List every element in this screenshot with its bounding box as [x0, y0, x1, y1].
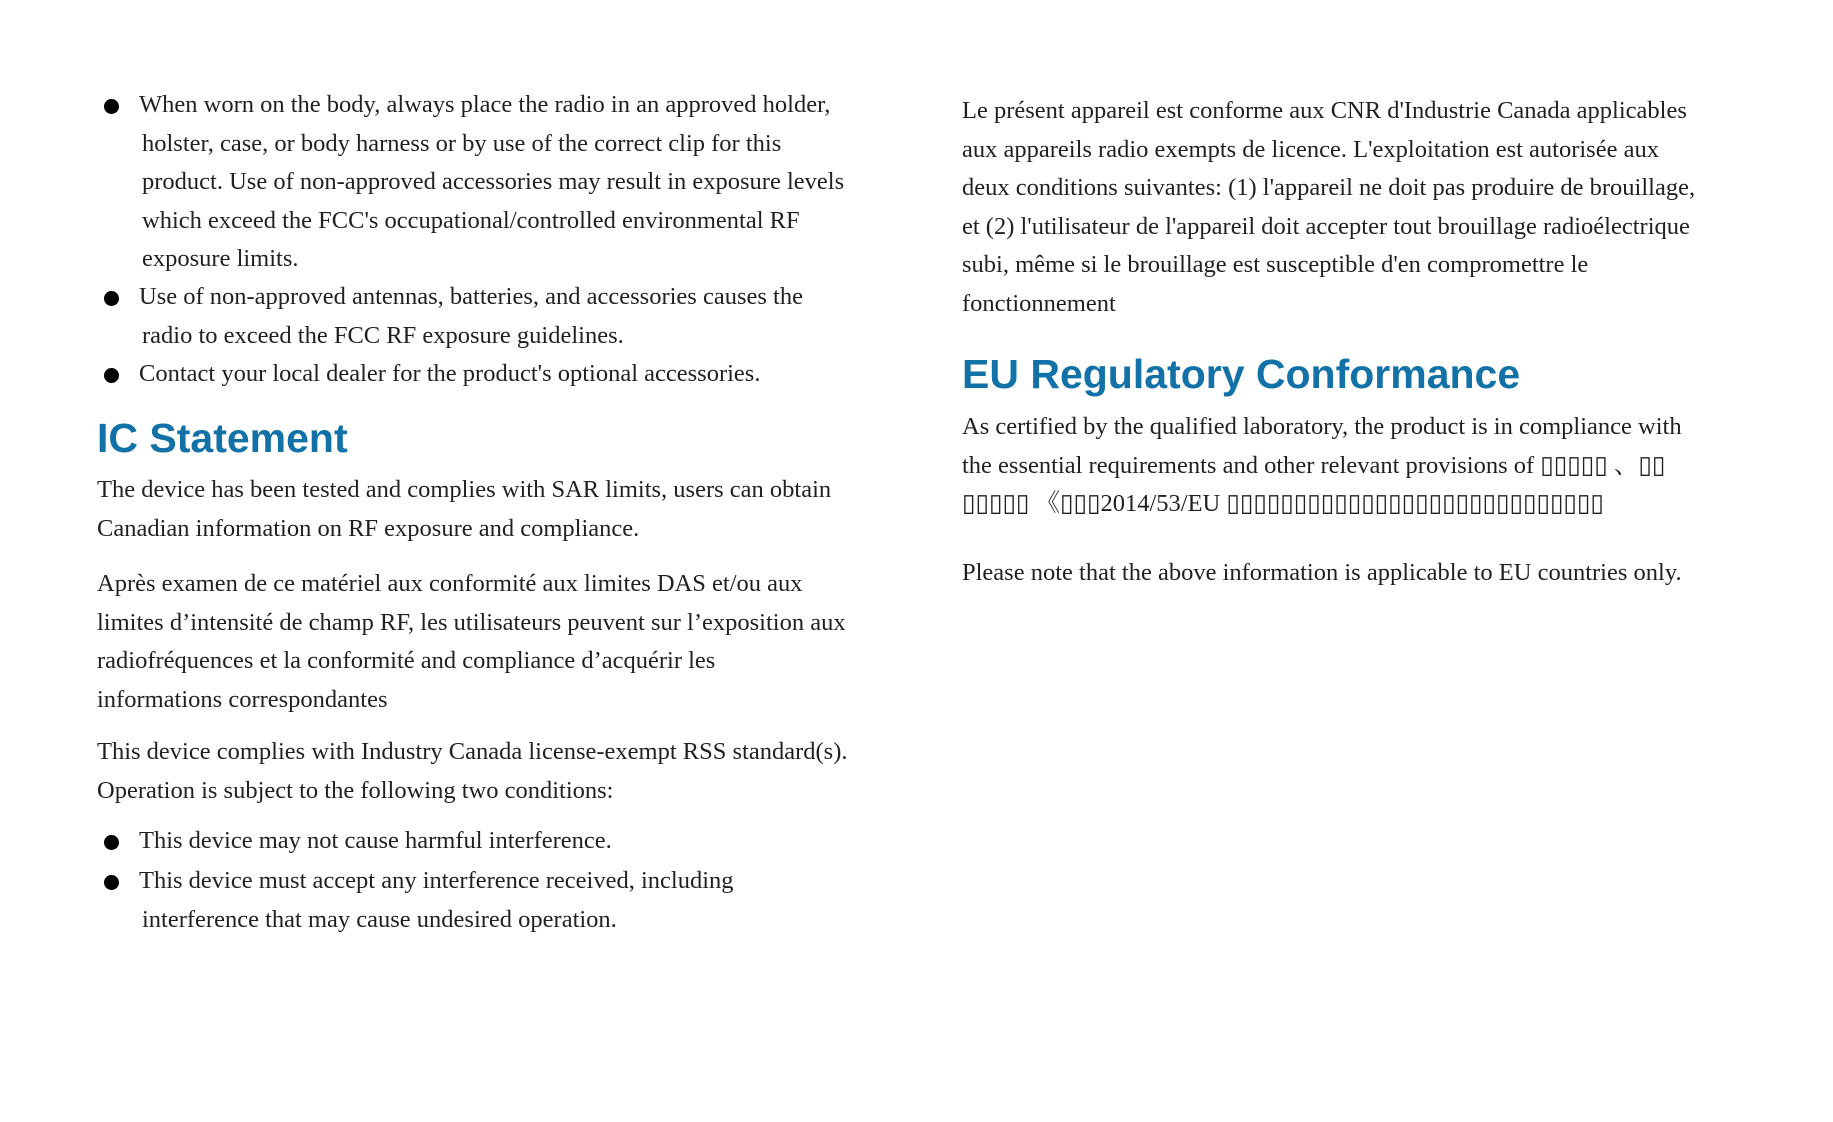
bullet-text: Contact your local dealer for the product's optional accessories.	[139, 360, 761, 387]
bullet-text: This device may not cause harmful interference.	[139, 827, 612, 854]
bullet-icon	[104, 875, 119, 890]
ic-paragraph-french-sar: Après examen de ce matériel aux conformité aux limites DAS et/ou aux limites d’intensité de champ RF, les utilisateurs peuvent sur l’exposition aux radiofréquences et la conformité and compliance d’acquérir les informations correspondantes	[97, 570, 846, 713]
eu-paragraph-note: Please note that the above information is applicable to EU countries only.	[962, 559, 1682, 586]
ic-paragraph-rss: This device complies with Industry Canada license-exempt RSS standard(s). Operation is subject to the following two conditions:	[97, 738, 848, 804]
bullet-icon	[104, 99, 119, 114]
bullet-icon	[104, 291, 119, 306]
bullet-text: Use of non-approved antennas, batteries, and accessories causes the radio to exceed the FCC RF exposure guidelines.	[139, 283, 803, 349]
bullet-icon	[104, 368, 119, 383]
bullet-text: When worn on the body, always place the radio in an approved holder, holster, case, or body harness or by use of the correct clip for this product. Use of non-approved accessories may result in exposure levels which exceed the FCC's occupational/controlled environmental RF exposure limits.	[139, 91, 845, 272]
bullet-icon	[104, 835, 119, 850]
eu-paragraph-certification: As certified by the qualified laboratory, the product is in compliance with the essential requirements and other relevant provisions of ▯▯▯▯▯ 、▯▯ ▯▯▯▯▯ 《▯▯▯2014/53/EU ▯▯▯▯▯▯▯▯▯▯▯▯▯▯▯▯▯▯▯▯▯▯▯▯▯▯▯▯	[962, 413, 1682, 517]
eu-conformance-heading: EU Regulatory Conformance	[962, 351, 1521, 397]
ic-paragraph-sar: The device has been tested and complies with SAR limits, users can obtain Canadian information on RF exposure and compliance.	[97, 476, 832, 542]
bullet-text: This device must accept any interference received, including interference that may cause undesired operation.	[139, 867, 734, 933]
ic-paragraph-french-rss: Le présent appareil est conforme aux CNR d'Industrie Canada applicables aux appareils radio exempts de licence. L'exploitation est autorisée aux deux conditions suivantes: (1) l'appareil ne doit pas produire de brouillage, et (2) l'utilisateur de l'appareil doit accepter tout brouillage radioélectrique subi, même si le brouillage est susceptible d'en compromettre le fonctionnement	[962, 97, 1696, 317]
ic-statement-heading: IC Statement	[97, 415, 348, 461]
